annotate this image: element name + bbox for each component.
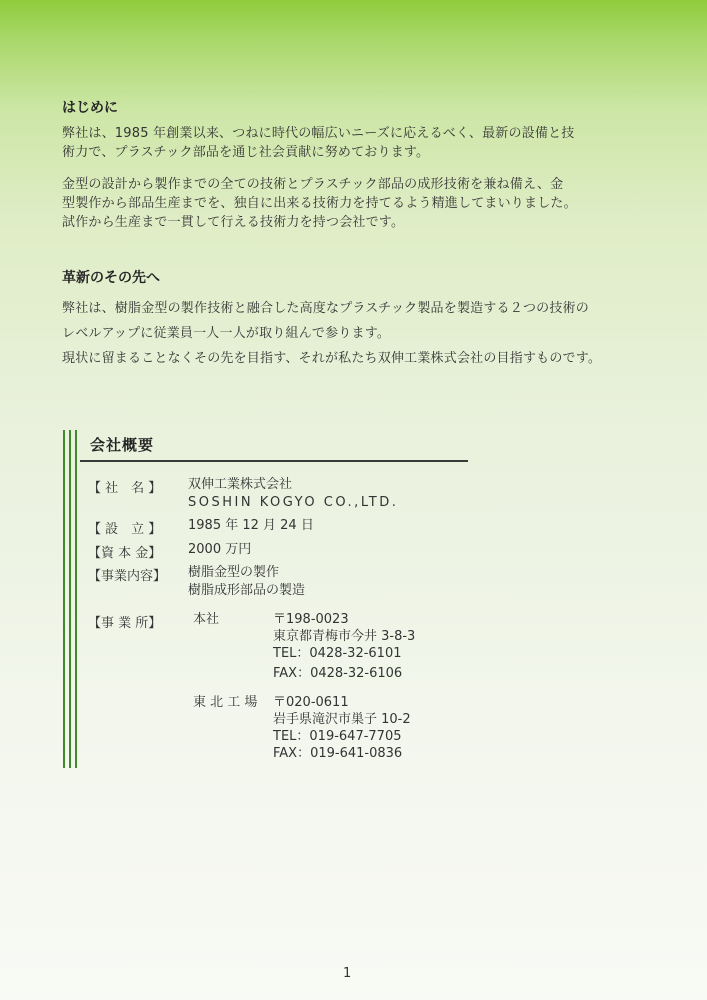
intro-para1-line2: 術力で、プラスチック部品を通じ社会貢献に努めております。	[62, 145, 430, 160]
intro-para2-line1: 金型の設計から製作までの全ての技術とプラスチック部品の成形技術を兼ね備え、金	[62, 177, 564, 192]
profile-office-label: 【事 業 所】	[88, 616, 162, 631]
intro-para2-line2: 型製作から部品生産までを、独自に出来る技術力を持てるよう精進してまいりました。	[62, 196, 577, 211]
intro-paragraph-1	[62, 124, 662, 162]
profile-business-label: 【事業内容】	[88, 569, 167, 584]
profile-bar-2	[69, 430, 71, 768]
profile-capital-value: 2000 万円	[188, 542, 252, 557]
profile-title-underline	[80, 460, 468, 462]
intro-para2-line3: 試作から生産まで一貫して行える技術力を持つ会社です。	[62, 215, 405, 230]
innovation-line2: レベルアップに従業員一人一人が取り組んで参ります。	[62, 326, 391, 341]
tohoku-fax: FAX：019-641-0836	[273, 746, 403, 761]
page-number: 1	[343, 966, 352, 981]
profile-name-label: 【 社 名 】	[88, 481, 162, 496]
intro-paragraph-2	[62, 175, 662, 232]
profile-business-line1: 樹脂金型の製作	[188, 565, 280, 580]
innovation-paragraph	[62, 296, 682, 371]
tohoku-name: 東 北 工 場	[193, 695, 258, 710]
hq-address: 東京都青梅市今井 3-8-3	[273, 629, 416, 644]
hq-name: 本社	[193, 612, 220, 627]
profile-bar-3	[75, 430, 77, 768]
profile-name-jp: 双伸工業株式会社	[188, 477, 293, 492]
tohoku-tel: TEL：019-647-7705	[273, 729, 402, 744]
profile-name-en: SOSHIN KOGYO CO.,LTD.	[188, 495, 399, 510]
profile-title: 会社概要	[90, 436, 155, 454]
hq-postal: 〒198-0023	[273, 612, 349, 627]
profile-bar-1	[63, 430, 65, 768]
hq-tel: TEL：0428-32-6101	[273, 646, 402, 661]
tohoku-address: 岩手県滝沢市巣子 10-2	[273, 712, 411, 727]
innovation-heading: 革新のその先へ	[62, 270, 160, 286]
profile-founded-label: 【 設 立 】	[88, 522, 162, 537]
profile-founded-value: 1985 年 12 月 24 日	[188, 518, 314, 533]
intro-heading: はじめに	[62, 100, 118, 116]
intro-para1-line1: 弊社は、1985 年創業以来、つねに時代の幅広いニーズに応えるべく、最新の設備と技	[62, 126, 575, 141]
profile-business-line2: 樹脂成形部品の製造	[188, 583, 306, 598]
hq-fax: FAX：0428-32-6106	[273, 666, 403, 681]
innovation-line1: 弊社は、樹脂金型の製作技術と融合した高度なプラスチック製品を製造する２つの技術の	[62, 301, 589, 316]
tohoku-postal: 〒020-0611	[273, 695, 349, 710]
innovation-line3: 現状に留まることなくその先を目指す、それが私たち双伸工業株式会社の目指すものです。	[62, 351, 602, 366]
profile-capital-label: 【資 本 金】	[88, 546, 162, 561]
